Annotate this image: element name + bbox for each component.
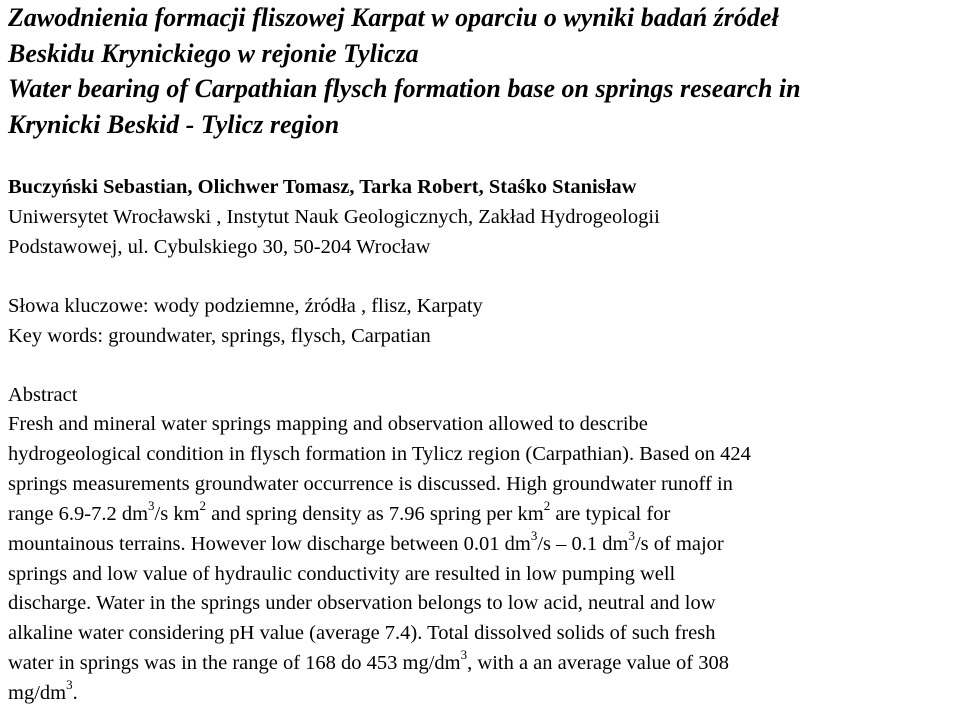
abstract-text: mountainous terrains. However low discharge between 0.01 dm	[8, 532, 531, 555]
abstract-body	[8, 410, 952, 709]
abstract-line: Fresh and mineral water springs mapping and observation allowed to describe	[8, 413, 648, 435]
abstract-line: springs measurements groundwater occurrence is discussed. High groundwater runoff in	[8, 472, 733, 495]
affiliation-line-1: Uniwersytet Wrocławski , Instytut Nauk Geologicznych, Zakład Hydrogeologii	[8, 206, 660, 228]
affiliation-line-2: Podstawowej, ul. Cybulskiego 30, 50-204 Wrocław	[8, 236, 431, 258]
abstract-text: , with a an average value of 308	[467, 652, 729, 675]
abstract-line: discharge. Water in the springs under observation belongs to low acid, neutral and low	[8, 592, 716, 615]
superscript: 3	[460, 647, 468, 663]
title-english-line-1: Water bearing of Carpathian flysch formation base on springs research in	[8, 74, 801, 103]
superscript: 3	[148, 497, 155, 513]
abstract-text: .	[72, 682, 78, 705]
abstract-line	[8, 679, 952, 709]
abstract-line: alkaline water considering pH value (average 7.4). Total dissolved solids of such fresh	[8, 622, 716, 645]
abstract-text: /s – 0.1 dm	[537, 532, 629, 555]
paper-title	[8, 0, 952, 142]
title-polish-line-1: Zawodnienia formacji fliszowej Karpat w oparciu o wyniki badań źródeł	[8, 3, 779, 32]
abstract-heading: Abstract	[8, 384, 78, 406]
keywords-block	[8, 291, 952, 351]
abstract-line: springs and low value of hydraulic conductivity are resulted in low pumping well	[8, 562, 676, 585]
abstract-line: hydrogeological condition in flysch formation in Tylicz region (Carpathian). Based on 424	[8, 442, 751, 465]
abstract-text: /s km	[154, 502, 200, 525]
abstract-text: range 6.9-7.2 dm	[8, 502, 149, 525]
title-english-line-2: Krynicki Beskid - Tylicz region	[8, 109, 340, 139]
keywords-polish: Słowa kluczowe: wody podziemne, źródła , flisz, Karpaty	[8, 295, 483, 317]
author-list: Buczyński Sebastian, Olichwer Tomasz, Tarka Robert, Staśko Stanisław	[8, 176, 637, 198]
abstract-line	[8, 649, 952, 679]
abstract-text: water in springs was in the range of 168 do 453 mg/dm	[8, 652, 461, 675]
abstract-text: /s of major	[634, 532, 724, 555]
abstract-text: and spring density as 7.96 spring per km	[206, 502, 544, 525]
superscript: 2	[543, 497, 551, 513]
title-polish-line-2: Beskidu Krynickiego w rejonie Tylicza	[8, 38, 419, 68]
keywords-english: Key words: groundwater, springs, flysch, Carpatian	[8, 325, 431, 347]
abstract-line	[8, 497, 952, 530]
superscript: 2	[199, 497, 207, 513]
superscript: 3	[66, 677, 73, 693]
abstract-line	[8, 527, 952, 560]
superscript: 3	[530, 527, 538, 543]
superscript: 3	[628, 527, 635, 543]
abstract-text: mg/dm	[8, 682, 67, 705]
abstract-text: are typical for	[550, 502, 671, 525]
affiliation	[8, 202, 952, 262]
